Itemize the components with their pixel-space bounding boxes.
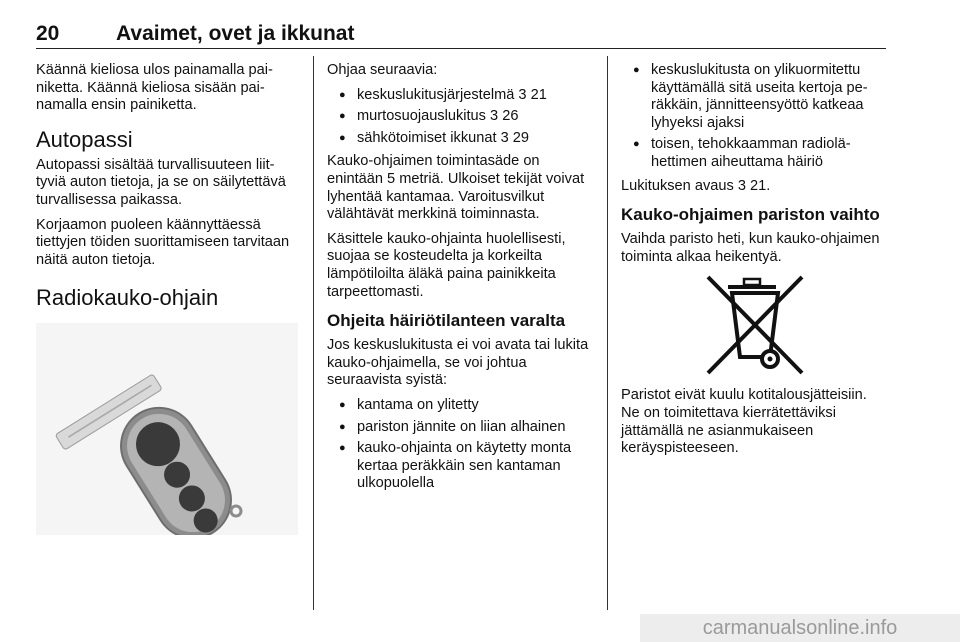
column-2 <box>327 62 595 499</box>
list-item: ● pariston jännite on liian alhainen <box>327 419 595 437</box>
disposal-text: Paristot eivät kuulu kotitalousjätteisiin. Ne on toimitettava kierrätettäviksi jättämällä ne asianmukaiseen keräyspisteeseen. <box>621 387 867 457</box>
list-item: ● keskuslukitusta on ylikuormitettu käyttämällä sitä useita kertoja peräkkäin, jännitteensyöttö katkeaa lyhyeksi ajaksi <box>621 62 889 132</box>
battery-text: Vaihda paristo heti, kun kauko-ohjaimen toiminta alkaa heikentyä. <box>621 231 880 265</box>
list-item: ● keskuslukitusjärjestelmä 3 21 <box>327 87 595 105</box>
autopassi-text-2: Korjaamon puoleen käännyttäessä tiettyjen töiden suorittamiseen tarvitaan näitä auton tietoja. <box>36 216 290 268</box>
column-1 <box>36 62 298 541</box>
radiokauko-heading: Radiokauko-ohjain <box>36 285 219 311</box>
causes-list-continued <box>621 62 889 172</box>
list-item: ● kantama on ylitetty <box>327 397 595 415</box>
autopassi-text-1: Autopassi sisältää turvallisuuteen liittyviä auton tietoja, ja se on säilytettävä turvallisessa paikassa. <box>36 156 286 208</box>
fault-heading: Ohjeita häiriötilanteen varalta <box>327 311 566 331</box>
watermark: carmanualsonline.info <box>640 614 960 642</box>
care-text: Käsittele kauko-ohjainta huolellisesti, suojaa se kosteudelta ja korkeilta lämpötiloilta äläkä paina painikkeita tarpeettomasti. <box>327 230 566 300</box>
list-item: ● toisen, tehokkaamman radiolähettimen aiheuttama häiriö <box>621 136 889 171</box>
unlock-reference: Lukituksen avaus 3 21. <box>621 177 771 194</box>
page-ref-arrow-icon: 3 <box>737 177 746 194</box>
range-text: Kauko-ohjaimen toimintasäde on enintään 5 metriä. Ulkoiset tekijät voivat lyhentää kantamaa. Varoitusvilkut välähtävät merkkinä toiminnasta. <box>327 153 585 223</box>
crossed-out-bin-icon <box>700 273 810 377</box>
remote-key-illustration <box>36 323 298 535</box>
fault-intro: Jos keskuslukitusta ei voi avata tai lukita kauko-ohjaimella, se voi johtua seuraavista syistä: <box>327 337 589 389</box>
causes-list <box>327 397 595 493</box>
list-item: ● murtosuojauslukitus 3 26 <box>327 108 595 126</box>
column-divider-1 <box>313 56 314 610</box>
list-item: ● sähkötoimiset ikkunat 3 29 <box>327 130 595 148</box>
chapter-title: Avaimet, ovet ja ikkunat <box>116 22 355 45</box>
column-3 <box>621 62 889 465</box>
autopassi-heading: Autopassi <box>36 126 133 152</box>
page-ref-arrow-icon: 3 <box>518 86 527 103</box>
key-intro-text: Käännä kieliosa ulos painamalla painiketta. Käännä kieliosa sisään painamalla ensin painiketta. <box>36 62 273 114</box>
battery-heading: Kauko-ohjaimen pariston vaihto <box>621 205 880 225</box>
controls-list <box>327 87 595 148</box>
controls-intro: Ohjaa seuraavia: <box>327 62 438 78</box>
column-divider-2 <box>607 56 608 610</box>
page-ref-arrow-icon: 3 <box>490 108 499 125</box>
page-ref-arrow-icon: 3 <box>500 129 509 146</box>
list-item: ● kauko-ohjainta on käytetty monta kertaa peräkkäin sen kantaman ulkopuolella <box>327 440 595 493</box>
page-header <box>36 18 886 49</box>
page-number: 20 <box>36 22 60 45</box>
